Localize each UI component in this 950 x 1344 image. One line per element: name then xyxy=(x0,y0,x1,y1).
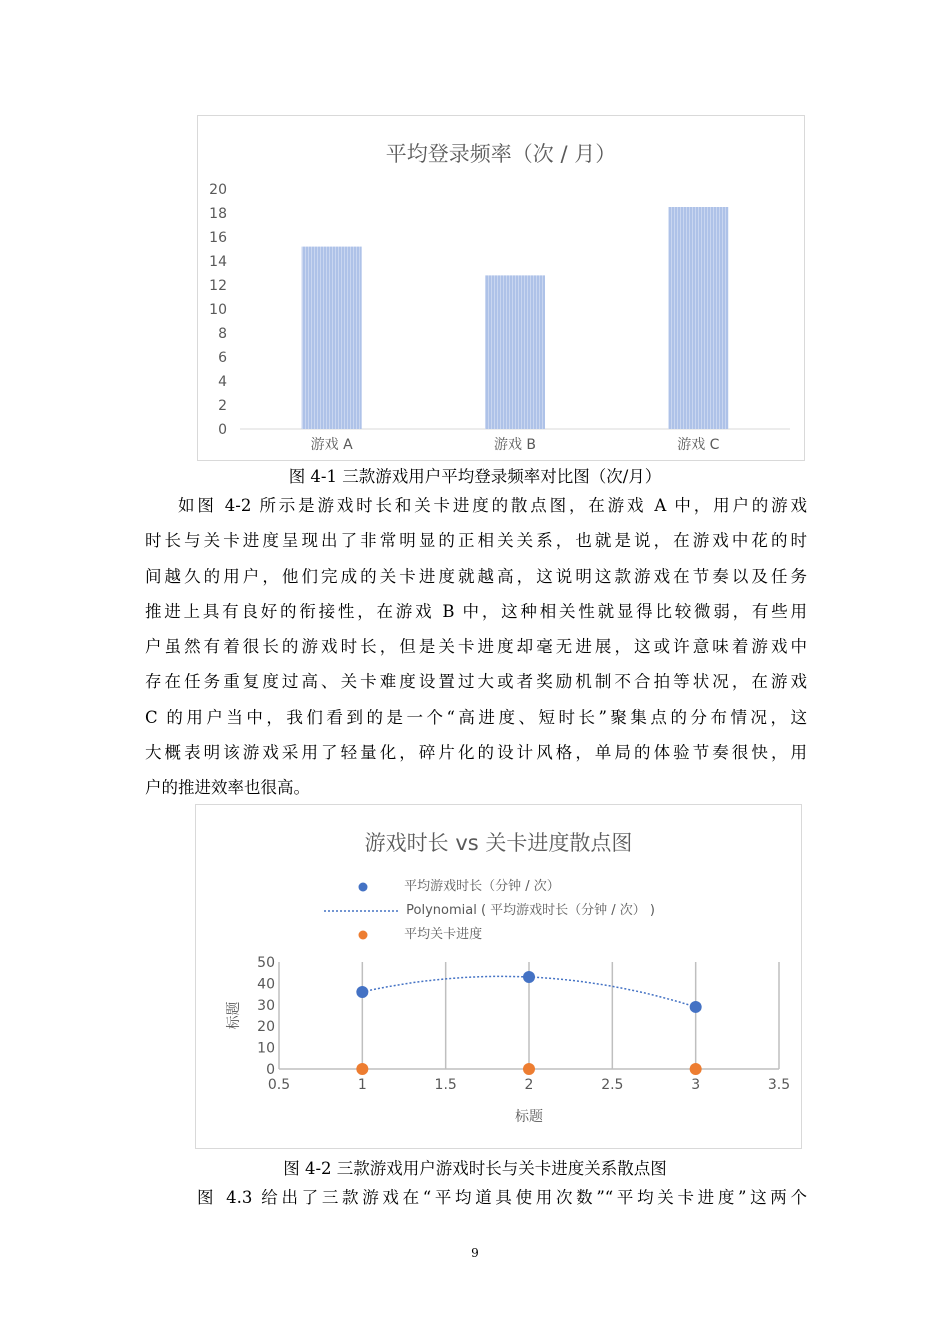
data-point xyxy=(356,986,368,998)
bar xyxy=(485,275,545,429)
y-tick-label: 30 xyxy=(257,997,275,1014)
y-tick-label: 6 xyxy=(218,350,227,366)
y-tick-label: 18 xyxy=(209,206,227,222)
x-tick-label: 游戏 C xyxy=(677,437,720,453)
y-tick-label: 0 xyxy=(218,422,227,438)
paragraph-line: 间越久的用户，他们完成的关卡进度就越高，这说明这款游戏在节奏以及任务 xyxy=(145,566,807,586)
data-point xyxy=(690,1001,702,1013)
paragraph-line: 推进上具有良好的衔接性，在游戏 B 中，这种相关性就显得比较微弱，有些用 xyxy=(145,601,807,621)
x-tick-label: 游戏 A xyxy=(310,437,353,453)
figure-caption-4-1: 图 4-1 三款游戏用户平均登录频率对比图（次/月） xyxy=(288,467,662,486)
chart-title: 平均登录频率（次 / 月） xyxy=(385,142,617,166)
data-point xyxy=(523,1063,535,1075)
bar xyxy=(668,207,728,429)
y-tick-label: 20 xyxy=(209,182,227,198)
x-tick-label: 2.5 xyxy=(601,1077,624,1093)
legend-label: Polynomial ( 平均游戏时长（分钟 / 次） ) xyxy=(406,903,656,918)
legend-label: 平均游戏时长（分钟 / 次） xyxy=(404,879,560,894)
chart-title: 游戏时长 vs 关卡进度散点图 xyxy=(364,831,633,855)
y-tick-label: 12 xyxy=(209,278,227,294)
y-tick-label: 10 xyxy=(257,1040,275,1057)
data-point xyxy=(690,1063,702,1075)
x-tick-label: 3.5 xyxy=(767,1077,791,1093)
paragraph-line: 时长与关卡进度呈现出了非常明显的正相关关系，也就是说，在游戏中花的时 xyxy=(145,531,807,551)
y-tick-label: 50 xyxy=(257,955,275,971)
data-point xyxy=(523,971,535,983)
y-tick-label: 0 xyxy=(266,1062,275,1078)
x-tick-label: 3 xyxy=(691,1077,701,1093)
paragraph-line: 如图 4-2 所示是游戏时长和关卡进度的散点图，在游戏 A 中，用户的游戏 xyxy=(178,496,807,515)
bar xyxy=(302,247,362,429)
x-tick-label: 游戏 B xyxy=(493,437,537,453)
y-tick-label: 4 xyxy=(218,374,227,390)
y-tick-label: 2 xyxy=(218,398,227,414)
paragraph-line: 图 4.3 给出了三款游戏在“平均道具使用次数”“平均关卡进度”这两个 xyxy=(197,1188,807,1207)
y-tick-label: 8 xyxy=(218,326,227,342)
legend-label: 平均关卡进度 xyxy=(404,927,483,942)
figure-caption-4-2: 图 4-2 三款游戏用户游戏时长与关卡进度关系散点图 xyxy=(283,1159,667,1178)
bar-chart-plot xyxy=(198,116,804,460)
x-axis-title: 标题 xyxy=(515,1109,543,1125)
x-tick-label: 2 xyxy=(524,1077,534,1093)
y-axis-title: 标题 xyxy=(226,1001,242,1030)
y-tick-label: 14 xyxy=(209,254,227,270)
paragraph-line: 户的推进效率也很高。 xyxy=(145,778,310,798)
bar-chart-login-frequency xyxy=(197,115,805,461)
scatter-chart-plot xyxy=(196,805,801,1148)
scatter-chart-playtime-vs-progress xyxy=(195,804,802,1149)
body-paragraph xyxy=(145,488,807,806)
data-point xyxy=(356,1063,368,1075)
paragraph-line: C 的用户当中，我们看到的是一个“高进度、短时长”聚集点的分布情况，这 xyxy=(145,707,807,727)
x-tick-label: 1.5 xyxy=(434,1077,457,1093)
body-paragraph xyxy=(197,1180,807,1215)
paragraph-line: 大概表明该游戏采用了轻量化，碎片化的设计风格，单局的体验节奏很快，用 xyxy=(145,743,807,763)
y-tick-label: 20 xyxy=(257,1019,275,1036)
paragraph-line: 存在任务重复度过高、关卡难度设置过大或者奖励机制不合拍等状况，在游戏 xyxy=(145,672,807,692)
y-tick-label: 10 xyxy=(209,302,227,318)
y-tick-label: 40 xyxy=(257,976,275,993)
x-tick-label: 1 xyxy=(357,1077,367,1093)
paragraph-line: 户虽然有着很长的游戏时长，但是关卡进度却毫无进展，这或许意味着游戏中 xyxy=(145,637,807,657)
x-tick-label: 0.5 xyxy=(267,1077,291,1093)
page-number: 9 xyxy=(471,1246,479,1260)
y-tick-label: 16 xyxy=(209,230,227,246)
